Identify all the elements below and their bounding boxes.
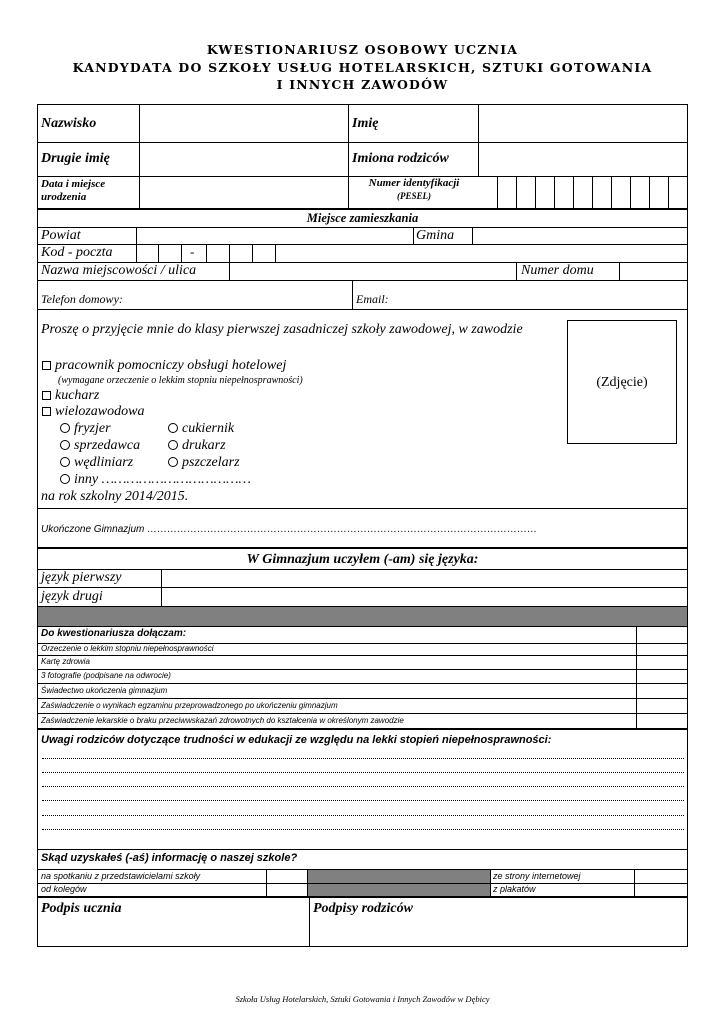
- pesel-field[interactable]: [479, 177, 687, 208]
- option-printer-label: drukarz: [182, 438, 226, 453]
- id-label: Numer identyfikacji: [368, 177, 460, 189]
- remarks-dotted-line: [42, 799, 684, 801]
- option-hairdresser[interactable]: [60, 421, 111, 437]
- option-salesperson[interactable]: [60, 438, 140, 454]
- option-multi-profession[interactable]: [42, 404, 144, 420]
- option-confectioner-label: cukiernik: [182, 421, 235, 436]
- radio-icon[interactable]: [168, 457, 178, 467]
- form-title-line-2: KANDYDATA DO SZKOŁY USŁUG HOTELARSKICH, SZTUKI GOTOWANIA: [72, 60, 653, 75]
- attachment-check-cell[interactable]: [637, 644, 687, 655]
- radio-icon[interactable]: [60, 440, 70, 450]
- house-no-label: Numer domu: [521, 263, 594, 278]
- attachment-item: Orzeczenie o lekkim stopniu niepełnosprawności: [41, 644, 214, 653]
- attachment-item: Zaświadczenie o wynikach egzaminu przeprowadzonego po ukończeniu gimnazjum: [41, 701, 338, 710]
- footer-school-name: Szkoła Usług Hotelarskich, Sztuki Gotowania i Innych Zawodów w Dębicy: [235, 994, 490, 1004]
- residence-title: Miejsce zamieszkania: [306, 211, 419, 225]
- attachment-item: Świadectwo ukończenia gimnazjum: [41, 686, 168, 695]
- admission-request-text: Proszę o przyjęcie mnie do klasy pierwszej zasadniczej szkoły zawodowej, w zawodzie: [41, 322, 523, 337]
- remarks-dotted-line: [42, 771, 684, 773]
- parents-signature-field[interactable]: [310, 918, 687, 946]
- birth-label: Data i miejsce urodzenia: [41, 178, 106, 203]
- option-salesperson-label: sprzedawca: [74, 438, 141, 453]
- second-name-label: Drugie imię: [41, 151, 110, 166]
- source-title: Skąd uzyskałeś (-aś) informację o naszej szkole?: [41, 852, 298, 864]
- option-butcher[interactable]: [60, 455, 133, 471]
- second-name-field[interactable]: [140, 143, 348, 176]
- option-beekeeper-label: pszczelarz: [182, 455, 240, 470]
- surname-field[interactable]: [140, 105, 348, 142]
- birth-field[interactable]: [140, 177, 348, 208]
- form-title-line-1: KWESTIONARIUSZ OSOBOWY UCZNIA: [206, 42, 519, 57]
- remarks-dotted-line: [42, 785, 684, 787]
- post-office-field[interactable]: [276, 245, 687, 262]
- city-street-field[interactable]: [230, 263, 516, 280]
- second-language-label: język drugi: [41, 589, 103, 604]
- source-check-website[interactable]: [635, 870, 687, 883]
- remarks-field[interactable]: [38, 748, 687, 848]
- checkbox-icon[interactable]: [42, 361, 51, 370]
- radio-icon[interactable]: [168, 423, 178, 433]
- email-field[interactable]: [395, 281, 687, 309]
- source-option-meeting: na spotkaniu z przedstawicielami szkoły: [41, 871, 201, 881]
- option-hotel-service-label: pracownik pomocniczy obsługi hotelowej: [55, 358, 287, 373]
- source-option-friends: od kolegów: [41, 884, 87, 894]
- postal-label: Kod - poczta: [41, 245, 113, 260]
- source-option-posters: z plakatów: [493, 884, 536, 894]
- source-check-friends[interactable]: [267, 884, 307, 896]
- attachment-item: 3 fotografie (podpisane na odwrocie): [41, 671, 171, 680]
- student-signature-label: Podpis ucznia: [41, 901, 122, 916]
- attachments-title: Do kwestionariusza dołączam:: [41, 628, 187, 639]
- parents-names-field[interactable]: [479, 143, 687, 176]
- gymnasium-finished-label: Ukończone Gimnazjum ………………………………………………………………………………………………………: [41, 524, 538, 535]
- radio-icon[interactable]: [60, 474, 70, 484]
- first-language-field[interactable]: [162, 570, 687, 587]
- student-signature-field[interactable]: [38, 918, 308, 946]
- county-field[interactable]: [137, 228, 413, 244]
- commune-field[interactable]: [473, 228, 687, 244]
- option-hairdresser-label: fryzjer: [74, 421, 111, 436]
- option-butcher-label: wędliniarz: [74, 455, 134, 470]
- surname-label: Nazwisko: [41, 116, 97, 131]
- source-check-meeting[interactable]: [267, 870, 307, 883]
- remarks-dotted-line: [42, 757, 684, 759]
- option-hotel-service-note: (wymagane orzeczenie o lekkim stopniu niepełnosprawności): [58, 375, 303, 386]
- email-label: Email:: [356, 292, 389, 306]
- attachment-check-cell[interactable]: [637, 656, 687, 669]
- remarks-dotted-line: [42, 814, 684, 816]
- second-language-field[interactable]: [162, 588, 687, 606]
- languages-title: W Gimnazjum uczyłem (-am) się języka:: [246, 552, 479, 567]
- checkbox-icon[interactable]: [42, 407, 51, 416]
- attachment-item: Zaświadczenie lekarskie o braku przeciwwskazań zdrowotnych do kształcenia w określonym zawodzie: [41, 716, 404, 725]
- county-label: Powiat: [41, 228, 81, 243]
- option-beekeeper[interactable]: [168, 455, 240, 471]
- photo-placeholder-text: (Zdjęcie): [596, 375, 648, 390]
- checkbox-icon[interactable]: [42, 391, 51, 400]
- postal-dash: -: [190, 244, 195, 259]
- school-year-text: na rok szkolny 2014/2015.: [41, 489, 189, 504]
- attachment-check-cell[interactable]: [637, 714, 687, 728]
- option-other-label: inny ………………………………: [74, 472, 251, 487]
- option-multi-profession-label: wielozawodowa: [55, 404, 145, 419]
- option-printer[interactable]: [168, 438, 226, 454]
- gray-separator: [38, 607, 687, 626]
- first-name-field[interactable]: [479, 105, 687, 142]
- attachment-item: Kartę zdrowia: [41, 657, 90, 666]
- option-cook[interactable]: [42, 388, 99, 404]
- phone-field[interactable]: [140, 281, 352, 309]
- remarks-title: Uwagi rodziców dotyczące trudności w edukacji ze względu na lekki stopień niepełnosprawności:: [41, 734, 552, 746]
- option-hotel-service[interactable]: [42, 358, 286, 374]
- parents-names-label: Imiona rodziców: [352, 151, 449, 166]
- commune-label: Gmina: [416, 228, 455, 243]
- parents-signature-label: Podpisy rodziców: [313, 901, 413, 916]
- phone-label: Telefon domowy:: [41, 292, 123, 306]
- form-title-line-3: I INNYCH ZAWODÓW: [276, 77, 449, 92]
- radio-icon[interactable]: [168, 440, 178, 450]
- source-check-posters[interactable]: [635, 884, 687, 896]
- first-language-label: język pierwszy: [41, 570, 122, 585]
- first-name-label: Imię: [352, 116, 379, 131]
- option-confectioner[interactable]: [168, 421, 234, 437]
- radio-icon[interactable]: [60, 423, 70, 433]
- option-cook-label: kucharz: [55, 388, 100, 403]
- option-other[interactable]: [60, 472, 251, 488]
- city-street-label: Nazwa miejscowości / ulica: [41, 263, 197, 278]
- attachment-check-cell[interactable]: [637, 670, 687, 683]
- attachment-check-cell[interactable]: [637, 699, 687, 713]
- radio-icon[interactable]: [60, 457, 70, 467]
- source-option-website: ze strony internetowej: [493, 871, 581, 881]
- pesel-label: (PESEL): [396, 191, 431, 201]
- remarks-dotted-line: [42, 828, 684, 830]
- attachment-check-cell[interactable]: [637, 684, 687, 698]
- house-no-field[interactable]: [620, 263, 687, 280]
- postal-code-field[interactable]: [137, 245, 275, 262]
